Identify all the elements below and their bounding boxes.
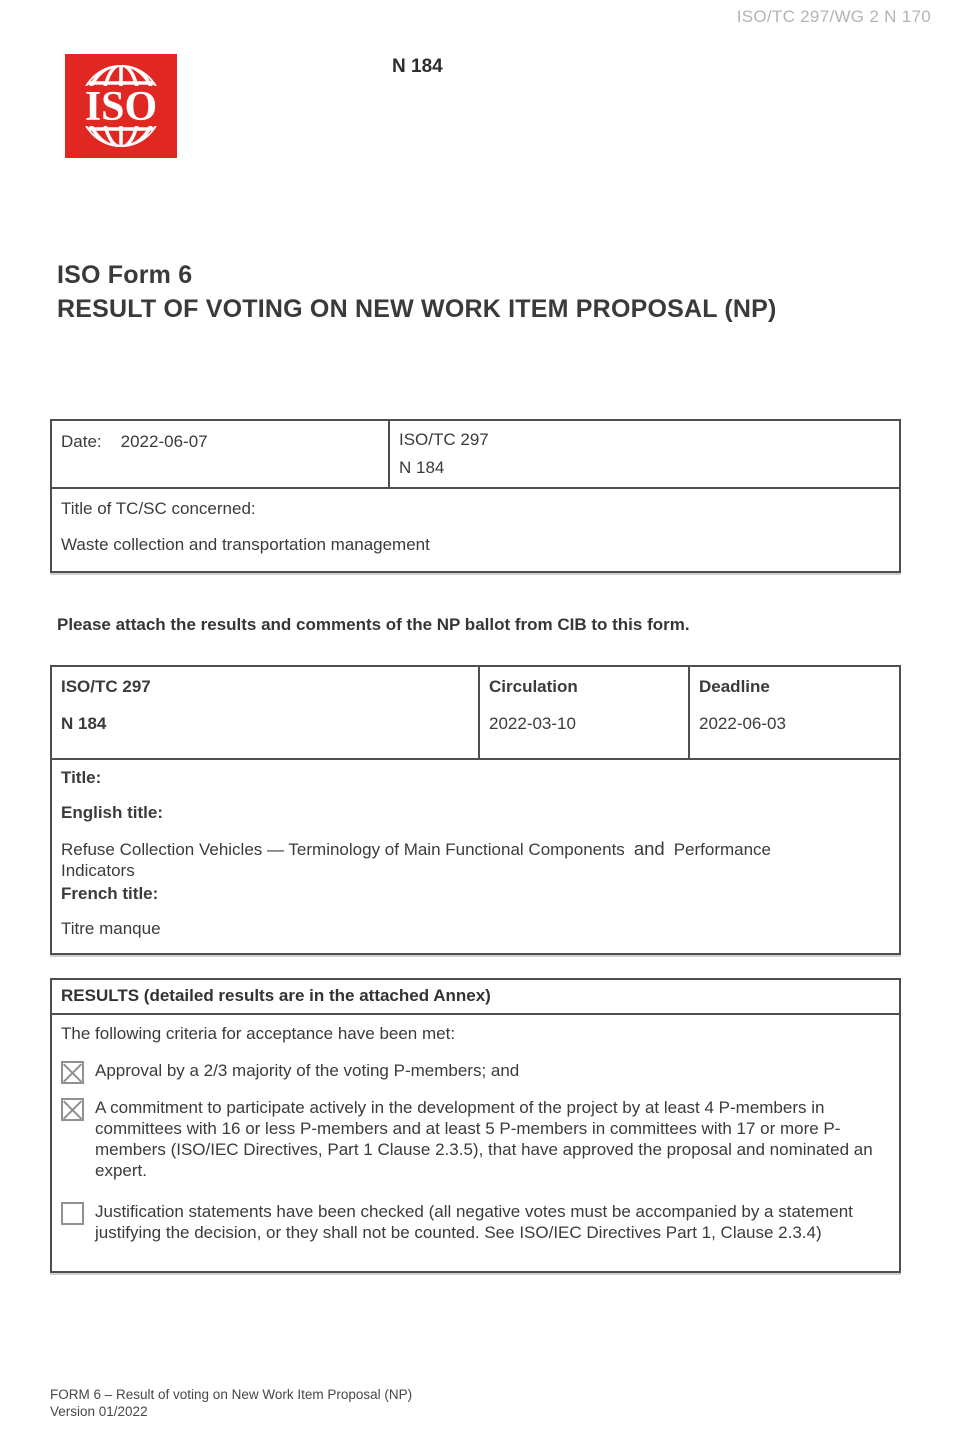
criterion-row: [61, 1097, 889, 1181]
tc-title-cell: [52, 489, 899, 571]
results-header: RESULTS (detailed results are in the attached Annex): [52, 980, 899, 1015]
circulation-cell: [478, 667, 688, 758]
document-number: N 184: [399, 458, 445, 477]
ballot-committee-name: ISO/TC 297: [61, 677, 151, 696]
checkbox-commitment[interactable]: [61, 1098, 84, 1121]
committee-name: ISO/TC 297: [399, 430, 489, 449]
criterion-row: [61, 1060, 889, 1084]
form-title-line1: ISO Form 6: [57, 261, 193, 289]
tc-title-value: Waste collection and transportation management: [61, 535, 430, 554]
footer-form-name: FORM 6 – Result of voting on New Work Item Proposal (NP): [50, 1387, 413, 1402]
checkbox-justification[interactable]: [61, 1202, 84, 1225]
results-intro: The following criteria for acceptance have been met:: [61, 1024, 456, 1043]
attach-instruction: Please attach the results and comments of the NP ballot from CIB to this form.: [57, 615, 690, 634]
date-label: Date:: [61, 432, 102, 451]
english-title-and: and: [633, 838, 665, 859]
info-table: [50, 419, 901, 573]
ballot-table-row-1: [52, 667, 899, 760]
form-title-line2: RESULT OF VOTING ON NEW WORK ITEM PROPOSAL (NP): [57, 295, 777, 323]
form-title: [57, 258, 777, 326]
iso-globe-icon: [65, 54, 177, 158]
ballot-committee-cell: [52, 667, 478, 758]
criterion-text: Justification statements have been checked (all negative votes must be accompanied by a statement justifying the decision, or they shall not be counted. See ISO/IEC Directives Part 1, Clause 2.3.4): [95, 1202, 853, 1242]
deadline-cell: [688, 667, 899, 758]
deadline-date: 2022-06-03: [699, 714, 786, 733]
french-title-value: Titre manque: [61, 919, 161, 938]
footer-version: Version 01/2022: [50, 1404, 148, 1419]
deadline-label: Deadline: [699, 677, 770, 696]
english-title-value: [61, 838, 843, 881]
committee-cell: [388, 421, 899, 487]
info-table-row-1: [52, 421, 899, 489]
document-number-header: N 184: [392, 56, 443, 77]
iso-logo: [65, 54, 177, 158]
english-title-label: English title:: [61, 803, 163, 822]
criterion-text: A commitment to participate actively in the development of the project by at least 4 P-members in committees with 16 or less P-members and at least 5 P-members in committees with 17 or more P-members (ISO/IEC Directives, Part 1 Clause 2.3.5), that have approved the proposal and nominated an expert.: [95, 1098, 873, 1180]
english-title-part1: Refuse Collection Vehicles — Terminology of Main Functional Components: [61, 840, 625, 859]
tc-title-label: Title of TC/SC concerned:: [61, 499, 256, 518]
french-title-label: French title:: [61, 884, 159, 903]
checkbox-approval[interactable]: [61, 1061, 84, 1084]
iso-logo-text: ISO: [84, 84, 158, 130]
ballot-table: [50, 665, 901, 955]
page-footer: [50, 1386, 412, 1420]
circulation-date: 2022-03-10: [489, 714, 576, 733]
date-cell: [52, 421, 388, 487]
results-body: [52, 1015, 899, 1271]
document-reference: ISO/TC 297/WG 2 N 170: [736, 7, 931, 26]
criterion-row: [61, 1201, 889, 1243]
results-table: [50, 978, 901, 1273]
circulation-label: Circulation: [489, 677, 578, 696]
english-title-part2: Performance Indicators: [61, 840, 772, 880]
title-label: Title:: [61, 768, 102, 787]
titles-cell: [52, 760, 899, 953]
date-value: 2022-06-07: [120, 432, 208, 451]
ballot-document-number: N 184: [61, 714, 107, 733]
criterion-text: Approval by a 2/3 majority of the voting P-members; and: [95, 1061, 520, 1080]
